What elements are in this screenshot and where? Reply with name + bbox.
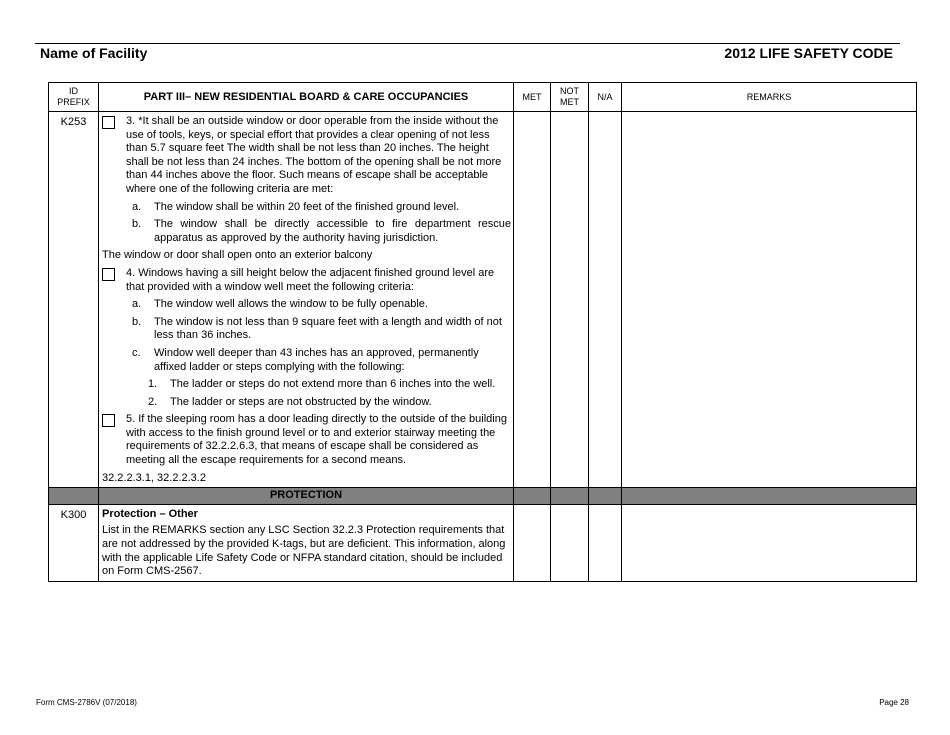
item4-c1-marker: 1.: [148, 378, 158, 391]
k253-met-cell[interactable]: [514, 112, 551, 488]
balcony-text: The window or door shall open onto an exterior balcony: [102, 249, 373, 262]
item4-text: 4. Windows having a sill height below the adjacent finished ground level are that provided with a window well meet the following criteria:: [126, 266, 495, 293]
table-row-k300: [49, 504, 917, 581]
remarks-header: REMARKS: [622, 83, 917, 112]
k300-text: List in the REMARKS section any LSC Section 32.2.3 Protection requirements that are not addressed by the provided K-tags, but are deficient. This information, along with the applicable Life Safety Code or NFPA standard citation, should be included on Form CMS-2567.: [102, 524, 506, 578]
item4-b-marker: b.: [132, 315, 142, 328]
item3-a: [102, 201, 511, 215]
item3-b-text: The window shall be directly accessible to fire department rescue apparatus as approved by the authority having jurisdiction.: [154, 218, 511, 244]
item4-c-text: Window well deeper than 43 inches has an approved, permanently affixed ladder or steps complying with the following:: [154, 346, 479, 373]
k300-met-cell[interactable]: [514, 504, 551, 581]
k300-requirements: [99, 504, 514, 581]
item4-b: [102, 316, 511, 343]
item4-c2-text: The ladder or steps are not obstructed by the window.: [170, 395, 432, 408]
section-id-cell: [49, 488, 99, 505]
k253-reference: 32.2.2.3.1, 32.2.2.3.2: [102, 471, 206, 484]
form-id: Form CMS-2786V (07/2018): [36, 698, 137, 707]
item4-c2-marker: 2.: [148, 395, 158, 408]
item3-b: [102, 218, 511, 245]
section-na-cell: [589, 488, 622, 505]
item4-c-marker: c.: [132, 346, 141, 359]
item3-a-marker: a.: [132, 200, 142, 213]
item4-c: [102, 347, 511, 374]
k300-not-met-cell[interactable]: [551, 504, 589, 581]
section-remarks-cell: [622, 488, 917, 505]
k300-id: K300: [49, 504, 99, 581]
item5-text: 5. If the sleeping room has a door leading directly to the outside of the building with access to the finish ground level or to and exterior stairway meeting the requirements of 32.2.2.6.3, that means of escape shall be considered as meeting all the escape requirements for a second means.: [126, 413, 507, 467]
section-not-met-cell: [551, 488, 589, 505]
na-header: N/A: [589, 83, 622, 112]
table-row-k253: [49, 112, 917, 488]
facility-name-label: Name of Facility: [40, 45, 148, 61]
not-met-line2: MET: [560, 97, 579, 107]
id-prefix-header: [49, 83, 99, 112]
item4-checkbox[interactable]: [102, 268, 115, 281]
header-rule: [35, 43, 900, 44]
part-title-header: PART III– NEW RESIDENTIAL BOARD & CARE OCCUPANCIES: [99, 83, 514, 112]
met-header: MET: [514, 83, 551, 112]
item4-b-text: The window is not less than 9 square feet with a length and width of not less than 36 inches.: [154, 315, 502, 342]
not-met-header: [551, 83, 589, 112]
table-header-row: [49, 83, 917, 112]
item4-c1: [102, 378, 511, 392]
not-met-line1: NOT: [560, 86, 579, 96]
page-number: Page 28: [879, 698, 909, 707]
item4-c2: [102, 396, 511, 410]
k253-remarks-cell[interactable]: [622, 112, 917, 488]
item3-checkbox[interactable]: [102, 116, 115, 129]
item3-row: [102, 115, 511, 197]
item3-a-text: The window shall be within 20 feet of the finished ground level.: [154, 200, 460, 213]
k253-requirements: [99, 112, 514, 488]
k253-na-cell[interactable]: [589, 112, 622, 488]
k253-id: K253: [49, 112, 99, 488]
item3-b-marker: b.: [132, 218, 142, 231]
item4-a-text: The window well allows the window to be fully openable.: [154, 298, 428, 311]
section-label: PROTECTION: [99, 488, 514, 505]
item4-a-marker: a.: [132, 298, 142, 311]
id-prefix-line1: ID: [69, 86, 78, 96]
item4-row: [102, 267, 511, 294]
k300-title: Protection – Other: [102, 507, 198, 520]
item3-text: 3. *It shall be an outside window or door operable from the inside without the use of tools, keys, or special effort that provides a clear opening of not less than 5.7 square feet The width shall be not less than 20 inches. The height shall be not less than 24 inches. The bottom of the opening shall be not more than 44 inches above the floor. Such means of escape shall be acceptable where one of the following criteria are met:: [126, 115, 502, 195]
section-met-cell: [514, 488, 551, 505]
id-prefix-line2: PREFIX: [57, 97, 90, 107]
k253-not-met-cell[interactable]: [551, 112, 589, 488]
code-title: 2012 LIFE SAFETY CODE: [724, 45, 893, 61]
section-row-protection: [49, 488, 917, 505]
item5-row: [102, 413, 511, 467]
item4-a: [102, 298, 511, 312]
item5-checkbox[interactable]: [102, 414, 115, 427]
k300-na-cell[interactable]: [589, 504, 622, 581]
item4-c1-text: The ladder or steps do not extend more than 6 inches into the well.: [170, 378, 496, 391]
checklist-table: [48, 82, 917, 582]
k300-remarks-cell[interactable]: [622, 504, 917, 581]
